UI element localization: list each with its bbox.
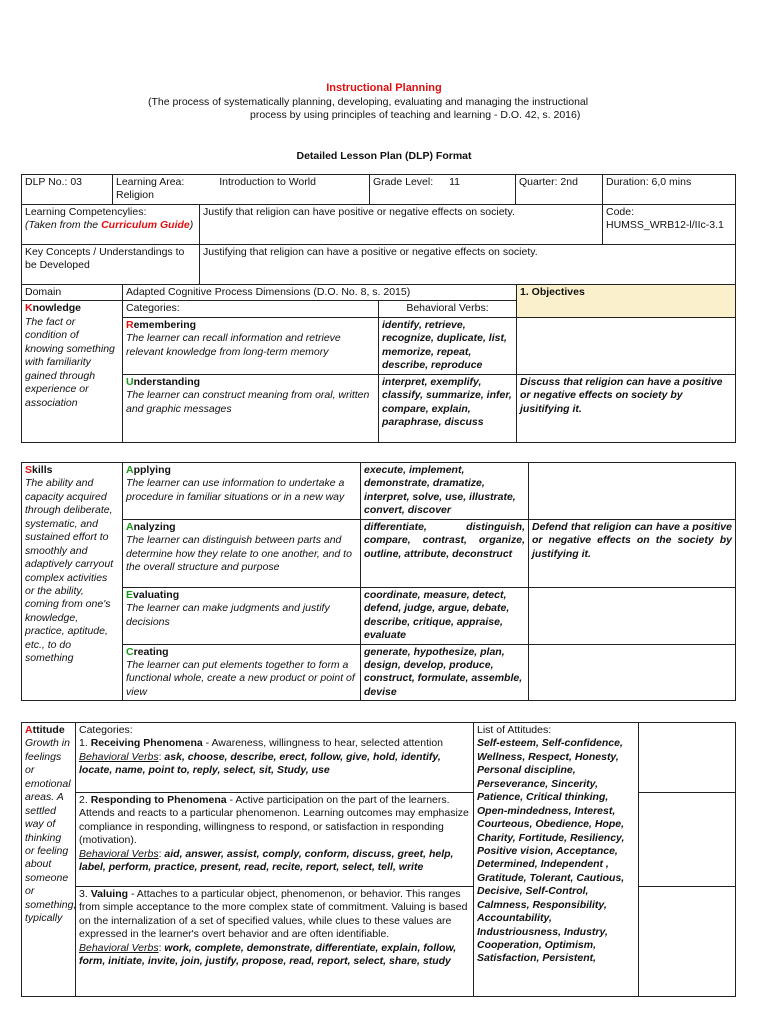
creating-verbs: generate, hypothesize, plan, design, develop, produce, construct, formulate, assemble, devise <box>361 644 529 701</box>
objectives-header: 1. Objectives <box>517 285 736 318</box>
understanding-objective: Discuss that religion can have a positive or negative effects on society by jusitifying it. <box>517 374 736 442</box>
competency-text: Justify that religion can have positive or negative effects on society. <box>200 205 603 245</box>
applying-verbs: execute, implement, demonstrate, dramatize, interpret, solve, use, illustrate, convert, discover <box>361 463 529 520</box>
key-concepts-label: Key Concepts / Understandings to be Developed <box>22 245 200 285</box>
adapted-process-label: Adapted Cognitive Process Dimensions (D.O. No. 8, s. 2015) <box>123 285 517 301</box>
document-subtitle-line1: (The process of systematically planning, developing, evaluating and managing the instructional <box>148 96 589 108</box>
creating-objective <box>529 644 736 701</box>
attitude-objective-3 <box>639 887 736 997</box>
duration: Duration: 6,0 mins <box>603 175 736 205</box>
learning-competencies-label: Learning Competencylies: (Taken from the Curriculum Guide) <box>22 205 200 245</box>
understanding-cell: Understanding The learner can construct meaning from oral, written and graphic messages <box>123 374 379 442</box>
attitude-cell: Attitude Growth in feelings or emotional areas. A settled way of thinking or feeling about someone or something, typically <box>22 723 76 997</box>
receiving-phenomena-cell: Categories: 1. Receiving Phenomena - Awareness, willingness to hear, selected attention Behavioral Verbs: ask, choose, describe, erect, follow, give, hold, identify, locate, name, point to, reply, select, sit, Study, use <box>76 723 474 793</box>
applying-cell: Applying The learner can use information to undertake a procedure in familiar situations or in a new way <box>123 463 361 520</box>
analyzing-objective: Defend that religion can have a positive or negative effects on the society by justifying it. <box>529 519 736 587</box>
valuing-cell: 3. Valuing - Attaches to a particular object, phenomenon, or behavior. This ranges from simple acceptance to the more complex state of commitment. Valuing is based on the internalization of a set of specified values, while clues to these values are expressed in the learner's overt behavior and are often identifiable. Behavioral Verbs: work, complete, demonstrate, differentiate, explain, follow, form, initiate, invite, join, justify, propose, read, report, select, share, study <box>76 887 474 997</box>
domain-label: Domain <box>22 285 123 301</box>
analyzing-cell: Analyzing The learner can distinguish between parts and determine how they relate to one another, and to the overall structure and purpose <box>123 519 361 587</box>
responding-phenomena-cell: 2. Responding to Phenomena - Active participation on the part of the learners. Attends and reacts to a particular phenomenon. Learning outcomes may emphasize compliance in responding, willingness to respond, or satisfaction in responding (motivation). Behavioral Verbs: aid, answer, assist, comply, conform, discuss, greet, help, label, perform, practice, present, read, recite, report, select, tell, write <box>76 793 474 887</box>
grade-level: Grade Level: 11 <box>370 175 516 205</box>
analyzing-verbs: differentiate, distinguish, compare, contrast, organize, outline, attribute, deconstruct <box>361 519 529 587</box>
remembering-cell: Remembering The learner can recall information and retrieve relevant knowledge from long-term memory <box>123 317 379 374</box>
lesson-info-table <box>21 174 736 285</box>
attitude-objective-1 <box>639 723 736 793</box>
document-subtitle-line2: process by using principles of teaching and learning - D.O. 42, s. 2016) <box>250 109 581 121</box>
applying-objective <box>529 463 736 520</box>
behavioral-verbs-label: Behavioral Verbs: <box>379 301 517 317</box>
understanding-verbs: interpret, exemplify, classify, summarize, infer, compare, explain, paraphrase, discuss <box>379 374 517 442</box>
knowledge-cell: Knowledge The fact or condition of knowing something with familiarity gained through experience or association <box>22 301 123 442</box>
code: Code: HUMSS_WRB12-l/IIc-3.1 <box>603 205 736 245</box>
skills-cell: Skills The ability and capacity acquired through deliberate, systematic, and sustained effort to smoothly and adaptively carryout complex activities or the ability, coming from one's knowledge, practice, aptitude, etc., to do something <box>22 463 123 701</box>
evaluating-verbs: coordinate, measure, detect, defend, judge, argue, debate, describe, critique, appraise, evaluate <box>361 587 529 644</box>
quarter: Quarter: 2nd <box>516 175 603 205</box>
evaluating-cell: Evaluating The learner can make judgments and justify decisions <box>123 587 361 644</box>
knowledge-domain-table <box>21 284 736 443</box>
document-title: Instructional Planning <box>326 82 442 94</box>
learning-area: Learning Area: Introduction to World Religion <box>113 175 370 205</box>
list-of-attitudes-cell: List of Attitudes: Self-esteem, Self-confidence, Wellness, Respect, Honesty, Personal discipline, Perseverance, Sincerity, Patience, Critical thinking, Open-mindedness, Interest, Courteous, Obedience, Hope, Charity, Fortitude, Resiliency, Positive vision, Acceptance, Determined, Independent , Gratitude, Tolerant, Cautious, Decisive, Self-Control, Calmness, Responsibility, Accountability, Industriousness, Industry, Cooperation, Optimism, Satisfaction, Persistent, <box>474 723 639 997</box>
attitude-domain-table <box>21 722 736 997</box>
remembering-verbs: identify, retrieve, recognize, duplicate, list, memorize, repeat, describe, reproduce <box>379 317 517 374</box>
skills-domain-table <box>21 462 736 701</box>
evaluating-objective <box>529 587 736 644</box>
key-concepts-text: Justifying that religion can have a positive or negative effects on society. <box>200 245 736 285</box>
attitude-objective-2 <box>639 793 736 887</box>
creating-cell: Creating The learner can put elements together to form a functional whole, create a new product or point of view <box>123 644 361 701</box>
dlp-format-title: Detailed Lesson Plan (DLP) Format <box>296 150 472 162</box>
dlp-number: DLP No.: 03 <box>22 175 113 205</box>
remembering-objective <box>517 317 736 374</box>
categories-label: Categories: <box>123 301 379 317</box>
